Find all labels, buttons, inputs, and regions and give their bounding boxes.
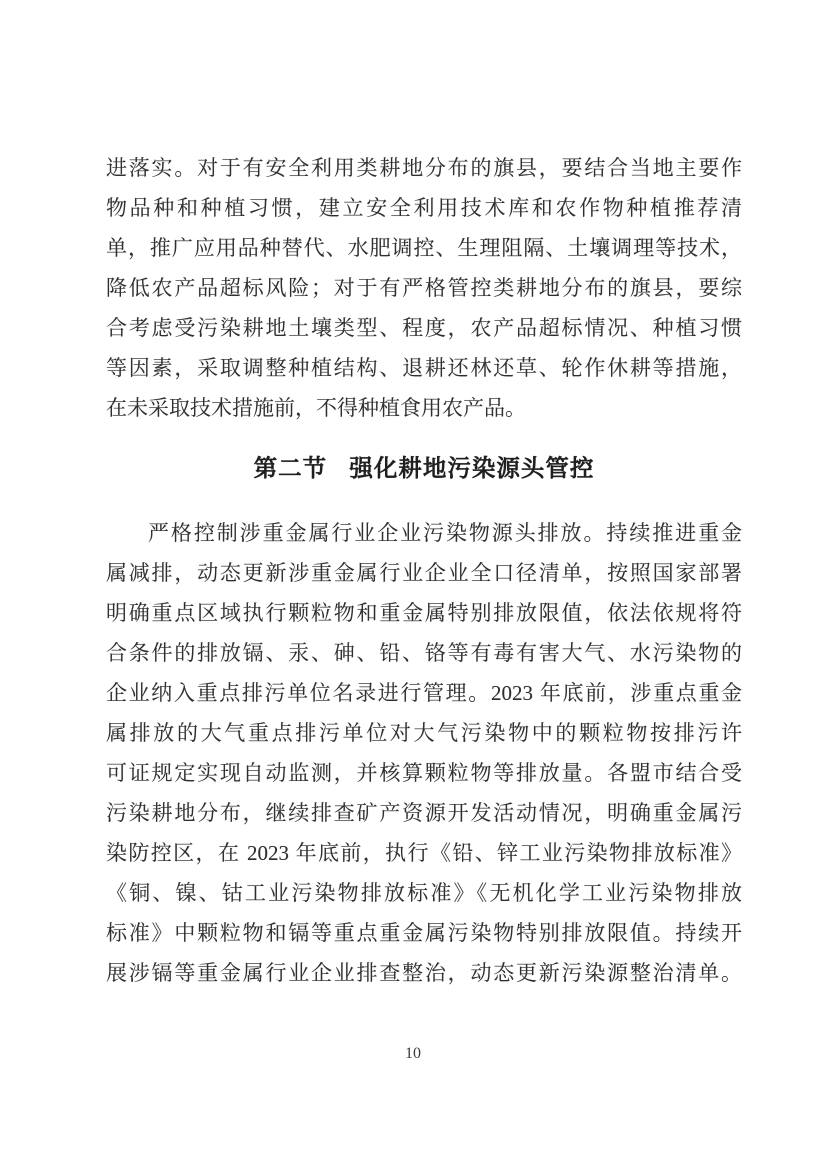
text-line: 污染耕地分布，继续排查矿产资源开发活动情况，明确重金属污 <box>106 801 742 825</box>
section-title: 强化耕地污染源头管控 <box>349 456 595 482</box>
text-line: 降低农产品超标风险；对于有严格管控类耕地分布的旗县，要综 <box>106 276 742 300</box>
text-line: 可证规定实现自动监测，并核算颗粒物等排放量。各盟市结合受 <box>106 761 742 785</box>
text-line: 等因素，采取调整种植结构、退耕还林还草、轮作休耕等措施， <box>106 356 742 380</box>
page-number: 10 <box>405 1045 421 1062</box>
text-line: 标准》中颗粒物和镉等重点重金属污染物特别排放限值。持续开 <box>106 921 742 945</box>
paragraph-continuation <box>106 148 742 428</box>
text-line: 染防控区，在 2023 年底前，执行《铅、锌工业污染物排放标准》 <box>106 841 742 865</box>
text-line: 合条件的排放镉、汞、砷、铅、铬等有毒有害大气、水污染物的 <box>106 641 742 665</box>
text-line: 企业纳入重点排污单位名录进行管理。2023 年底前，涉重点重金 <box>106 681 742 705</box>
text-line: 进落实。对于有安全利用类耕地分布的旗县，要结合当地主要作 <box>106 156 742 180</box>
text-line: 严格控制涉重金属行业企业污染物源头排放。持续推进重金 <box>148 521 742 545</box>
text-line: 属减排，动态更新涉重金属行业企业全口径清单，按照国家部署 <box>106 561 742 585</box>
text-line: 属排放的大气重点排污单位对大气污染物中的颗粒物按排污许 <box>106 721 742 745</box>
text-line: 物品种和种植习惯，建立安全利用技术库和农作物种植推荐清 <box>106 196 742 220</box>
text-line: 合考虑受污染耕地土壤类型、程度，农产品超标情况、种植习惯 <box>106 316 742 340</box>
text-line: 在未采取技术措施前，不得种植食用农产品。 <box>106 396 526 420</box>
section-heading <box>106 449 742 489</box>
text-line: 展涉镉等重金属行业企业排查整治，动态更新污染源整治清单。 <box>106 961 742 985</box>
paragraph-body <box>106 513 742 993</box>
text-line: 单，推广应用品种替代、水肥调控、生理阻隔、土壤调理等技术， <box>106 236 742 260</box>
section-label: 第二节 <box>253 456 328 482</box>
text-line: 明确重点区域执行颗粒物和重金属特别排放限值，依法依规将符 <box>106 601 742 625</box>
text-line: 《铜、镍、钴工业污染物排放标准》《无机化学工业污染物排放 <box>106 881 742 905</box>
